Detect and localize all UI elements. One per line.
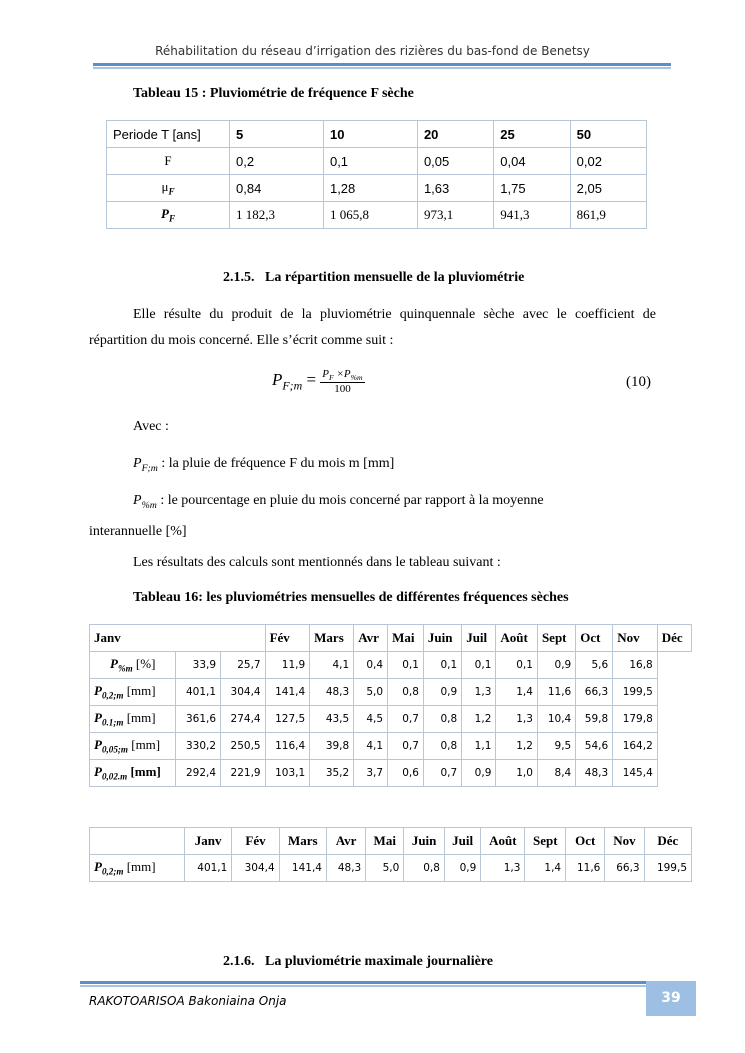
formula-num-sub1: F [329,373,334,383]
value-cell: 0,6 [388,760,424,787]
def2-text: : le pourcentage en pluie du mois concerné par rapport à la moyenne interannuelle [%] [89,493,544,539]
month-cell: Juil [444,828,480,855]
value-cell: 973,1 [417,202,493,229]
value-cell: 0,8 [423,733,461,760]
pf-subscript: F [168,213,176,224]
month-cell: Juin [404,828,445,855]
row-label [107,202,230,229]
month-cell: Nov [613,625,658,652]
footer-rule [80,981,647,984]
header-rule [93,63,671,66]
value-cell: 66,3 [576,679,613,706]
value-cell: 66,3 [605,855,644,882]
value-cell: 8,4 [537,760,575,787]
row-label [90,706,176,733]
page-number: 39 [646,981,696,1016]
empty-corner-cell [90,828,185,855]
footer-rule-light [80,985,647,987]
value-cell: 0,04 [494,148,570,175]
value-cell: 1,28 [323,175,417,202]
value-cell: 4,1 [310,652,354,679]
row-subscript: 0,02.m [101,771,128,782]
month-cell: Déc [657,625,691,652]
definition-1 [133,451,394,482]
period-cell: 50 [570,121,646,148]
value-cell: 179,8 [613,706,658,733]
row-subscript: 0,2;m [101,866,124,877]
value-cell: 1,63 [417,175,493,202]
value-cell: 0,9 [423,679,461,706]
value-cell: 11,9 [265,652,310,679]
table17-header-row [90,828,692,855]
pf-symbol: P [160,206,169,222]
value-cell: 1,2 [496,733,538,760]
value-cell: 1,1 [462,733,496,760]
value-cell: 274,4 [221,706,266,733]
value-cell: 59,8 [576,706,613,733]
value-cell: 401,1 [176,679,221,706]
value-cell: 1,75 [494,175,570,202]
value-cell: 145,4 [613,760,658,787]
value-cell: 11,6 [537,679,575,706]
month-cell: Oct [576,625,613,652]
running-header: Réhabilitation du réseau d’irrigation des rizières du bas-fond de Benetsy [155,44,590,58]
value-cell: 5,0 [366,855,404,882]
row-label [90,652,176,679]
month-cell: Mars [279,828,326,855]
month-cell: Janv [185,828,232,855]
table15-row-mu [107,175,647,202]
value-cell: 0,1 [462,652,496,679]
row-unit: [%] [132,656,156,672]
month-cell: Mars [310,625,354,652]
equation-number: (10) [626,374,651,390]
def2-subscript: %m [141,499,157,511]
definition-2 [89,488,609,545]
row-unit: [mm] [123,859,156,875]
table15-row-pf [107,202,647,229]
formula-numerator [320,368,364,383]
def1-text: : la pluie de fréquence F du mois m [mm] [157,456,395,471]
value-cell: 292,4 [176,760,221,787]
value-cell: 1,0 [496,760,538,787]
value-cell: 103,1 [265,760,310,787]
value-cell: 0,7 [388,733,424,760]
value-cell: 1,3 [462,679,496,706]
value-cell: 0,1 [388,652,424,679]
value-cell: 0,7 [388,706,424,733]
footer-author: RAKOTOARISOA Bakoniaina Onja [89,994,287,1008]
row-label: F [107,148,230,175]
def1-subscript: F;m [141,462,158,474]
formula-fraction [320,368,364,395]
row-label [90,760,176,787]
formula-lhs [272,370,316,393]
row-symbol: P [94,764,102,780]
results-sentence: Les résultats des calculs sont mentionnés dans le tableau suivant : [133,555,501,570]
row-symbol: P [110,656,118,672]
value-cell: 1,4 [496,679,538,706]
row-label [90,855,185,882]
value-cell: 48,3 [576,760,613,787]
row-label [90,733,176,760]
formula-num-sub2: %m [350,373,363,383]
row-unit: [mm] [123,683,156,699]
month-cell: Juil [462,625,496,652]
table16-header-row [90,625,692,652]
header-rule-light [93,67,671,69]
month-cell: Fév [265,625,310,652]
avec-label: Avec : [133,419,169,434]
table15 [106,120,647,229]
value-cell: 250,5 [221,733,266,760]
value-cell: 1,3 [496,706,538,733]
mu-symbol: μ [161,179,169,195]
value-cell: 9,5 [537,733,575,760]
value-cell: 54,6 [576,733,613,760]
formula [272,368,365,395]
value-cell: 48,3 [310,679,354,706]
value-cell: 304,4 [221,679,266,706]
value-cell: 3,7 [354,760,388,787]
def2-symbol: P [133,493,142,508]
value-cell: 0,1 [423,652,461,679]
month-cell: Janv [90,625,266,652]
value-cell: 0,7 [423,760,461,787]
table16-row [90,733,692,760]
def1-symbol: P [133,456,142,471]
row-unit: [mm] [127,737,161,753]
value-cell: 0,9 [537,652,575,679]
table16-row [90,706,692,733]
row-subscript: %m [118,663,133,674]
value-cell: 0,84 [230,175,324,202]
formula-num-mid: ×P [333,368,351,380]
value-cell: 16,8 [613,652,658,679]
table15-caption: Tableau 15 : Pluviométrie de fréquence F sèche [133,86,414,101]
value-cell: 199,5 [613,679,658,706]
value-cell: 0,02 [570,148,646,175]
value-cell: 0,1 [323,148,417,175]
value-cell: 48,3 [326,855,365,882]
value-cell: 4,5 [354,706,388,733]
value-cell: 25,7 [221,652,266,679]
month-cell: Avr [354,625,388,652]
mu-subscript: F [168,186,175,197]
value-cell: 141,4 [279,855,326,882]
month-cell: Fév [232,828,279,855]
value-cell: 401,1 [185,855,232,882]
row-unit: [mm] [127,764,161,780]
row-subscript: 0.1;m [101,717,124,728]
period-cell: 5 [230,121,324,148]
value-cell: 164,2 [613,733,658,760]
table16-row [90,652,692,679]
value-cell: 1,2 [462,706,496,733]
month-cell: Sept [525,828,566,855]
body-paragraph: Elle résulte du produit de la pluviométrie quinquennale sèche avec le coefficient de répartition du mois concerné. Elle s’écrit comme suit : [89,307,656,348]
value-cell: 33,9 [176,652,221,679]
month-cell: Juin [423,625,461,652]
table16-row [90,679,692,706]
value-cell: 0,4 [354,652,388,679]
month-cell: Août [481,828,525,855]
value-cell: 1,4 [525,855,566,882]
value-cell: 10,4 [537,706,575,733]
value-cell: 330,2 [176,733,221,760]
period-cell: 10 [323,121,417,148]
row-symbol: P [94,683,102,699]
row-subscript: 0,05;m [101,744,128,755]
value-cell: 11,6 [566,855,605,882]
formula-num-symbol: P [322,368,330,380]
formula-lhs-subscript: F;m [282,378,303,393]
month-cell: Sept [537,625,575,652]
row-symbol: P [94,710,102,726]
formula-equals: = [302,369,317,389]
value-cell: 941,3 [494,202,570,229]
month-cell: Déc [644,828,691,855]
formula-lhs-symbol: P [272,369,283,389]
period-cell: 25 [494,121,570,148]
row-symbol: P [94,737,102,753]
period-label-cell: Periode T [ans] [107,121,230,148]
value-cell: 361,6 [176,706,221,733]
section-heading: 2.1.6. La pluviométrie maximale journalière [223,954,493,969]
value-cell: 4,1 [354,733,388,760]
value-cell: 0,8 [423,706,461,733]
value-cell: 0,9 [444,855,480,882]
value-cell: 0,1 [496,652,538,679]
value-cell: 127,5 [265,706,310,733]
value-cell: 199,5 [644,855,691,882]
row-unit: [mm] [123,710,156,726]
value-cell: 221,9 [221,760,266,787]
value-cell: 304,4 [232,855,279,882]
formula-denominator: 100 [334,383,351,396]
value-cell: 1 065,8 [323,202,417,229]
row-label [90,679,176,706]
table15-row-f [107,148,647,175]
value-cell: 861,9 [570,202,646,229]
table16 [89,624,692,787]
table17-row [90,855,692,882]
value-cell: 5,6 [576,652,613,679]
row-subscript: 0,2;m [101,690,124,701]
value-cell: 39,8 [310,733,354,760]
period-cell: 20 [417,121,493,148]
value-cell: 116,4 [265,733,310,760]
table16-row [90,760,692,787]
table17 [89,827,692,882]
value-cell: 43,5 [310,706,354,733]
month-cell: Août [496,625,538,652]
month-cell: Mai [366,828,404,855]
row-symbol: P [94,859,102,875]
value-cell: 5,0 [354,679,388,706]
value-cell: 35,2 [310,760,354,787]
value-cell: 0,2 [230,148,324,175]
month-cell: Avr [326,828,365,855]
value-cell: 141,4 [265,679,310,706]
value-cell: 0,8 [388,679,424,706]
month-cell: Oct [566,828,605,855]
row-label [107,175,230,202]
month-cell: Nov [605,828,644,855]
value-cell: 1 182,3 [230,202,324,229]
value-cell: 0,8 [404,855,445,882]
value-cell: 0,05 [417,148,493,175]
table16-caption: Tableau 16: les pluviométries mensuelles de différentes fréquences sèches [133,590,569,605]
month-cell: Mai [388,625,424,652]
section-heading: 2.1.5. La répartition mensuelle de la pluviométrie [223,270,525,285]
value-cell: 1,3 [481,855,525,882]
table15-header-row [107,121,647,148]
value-cell: 2,05 [570,175,646,202]
value-cell: 0,9 [462,760,496,787]
